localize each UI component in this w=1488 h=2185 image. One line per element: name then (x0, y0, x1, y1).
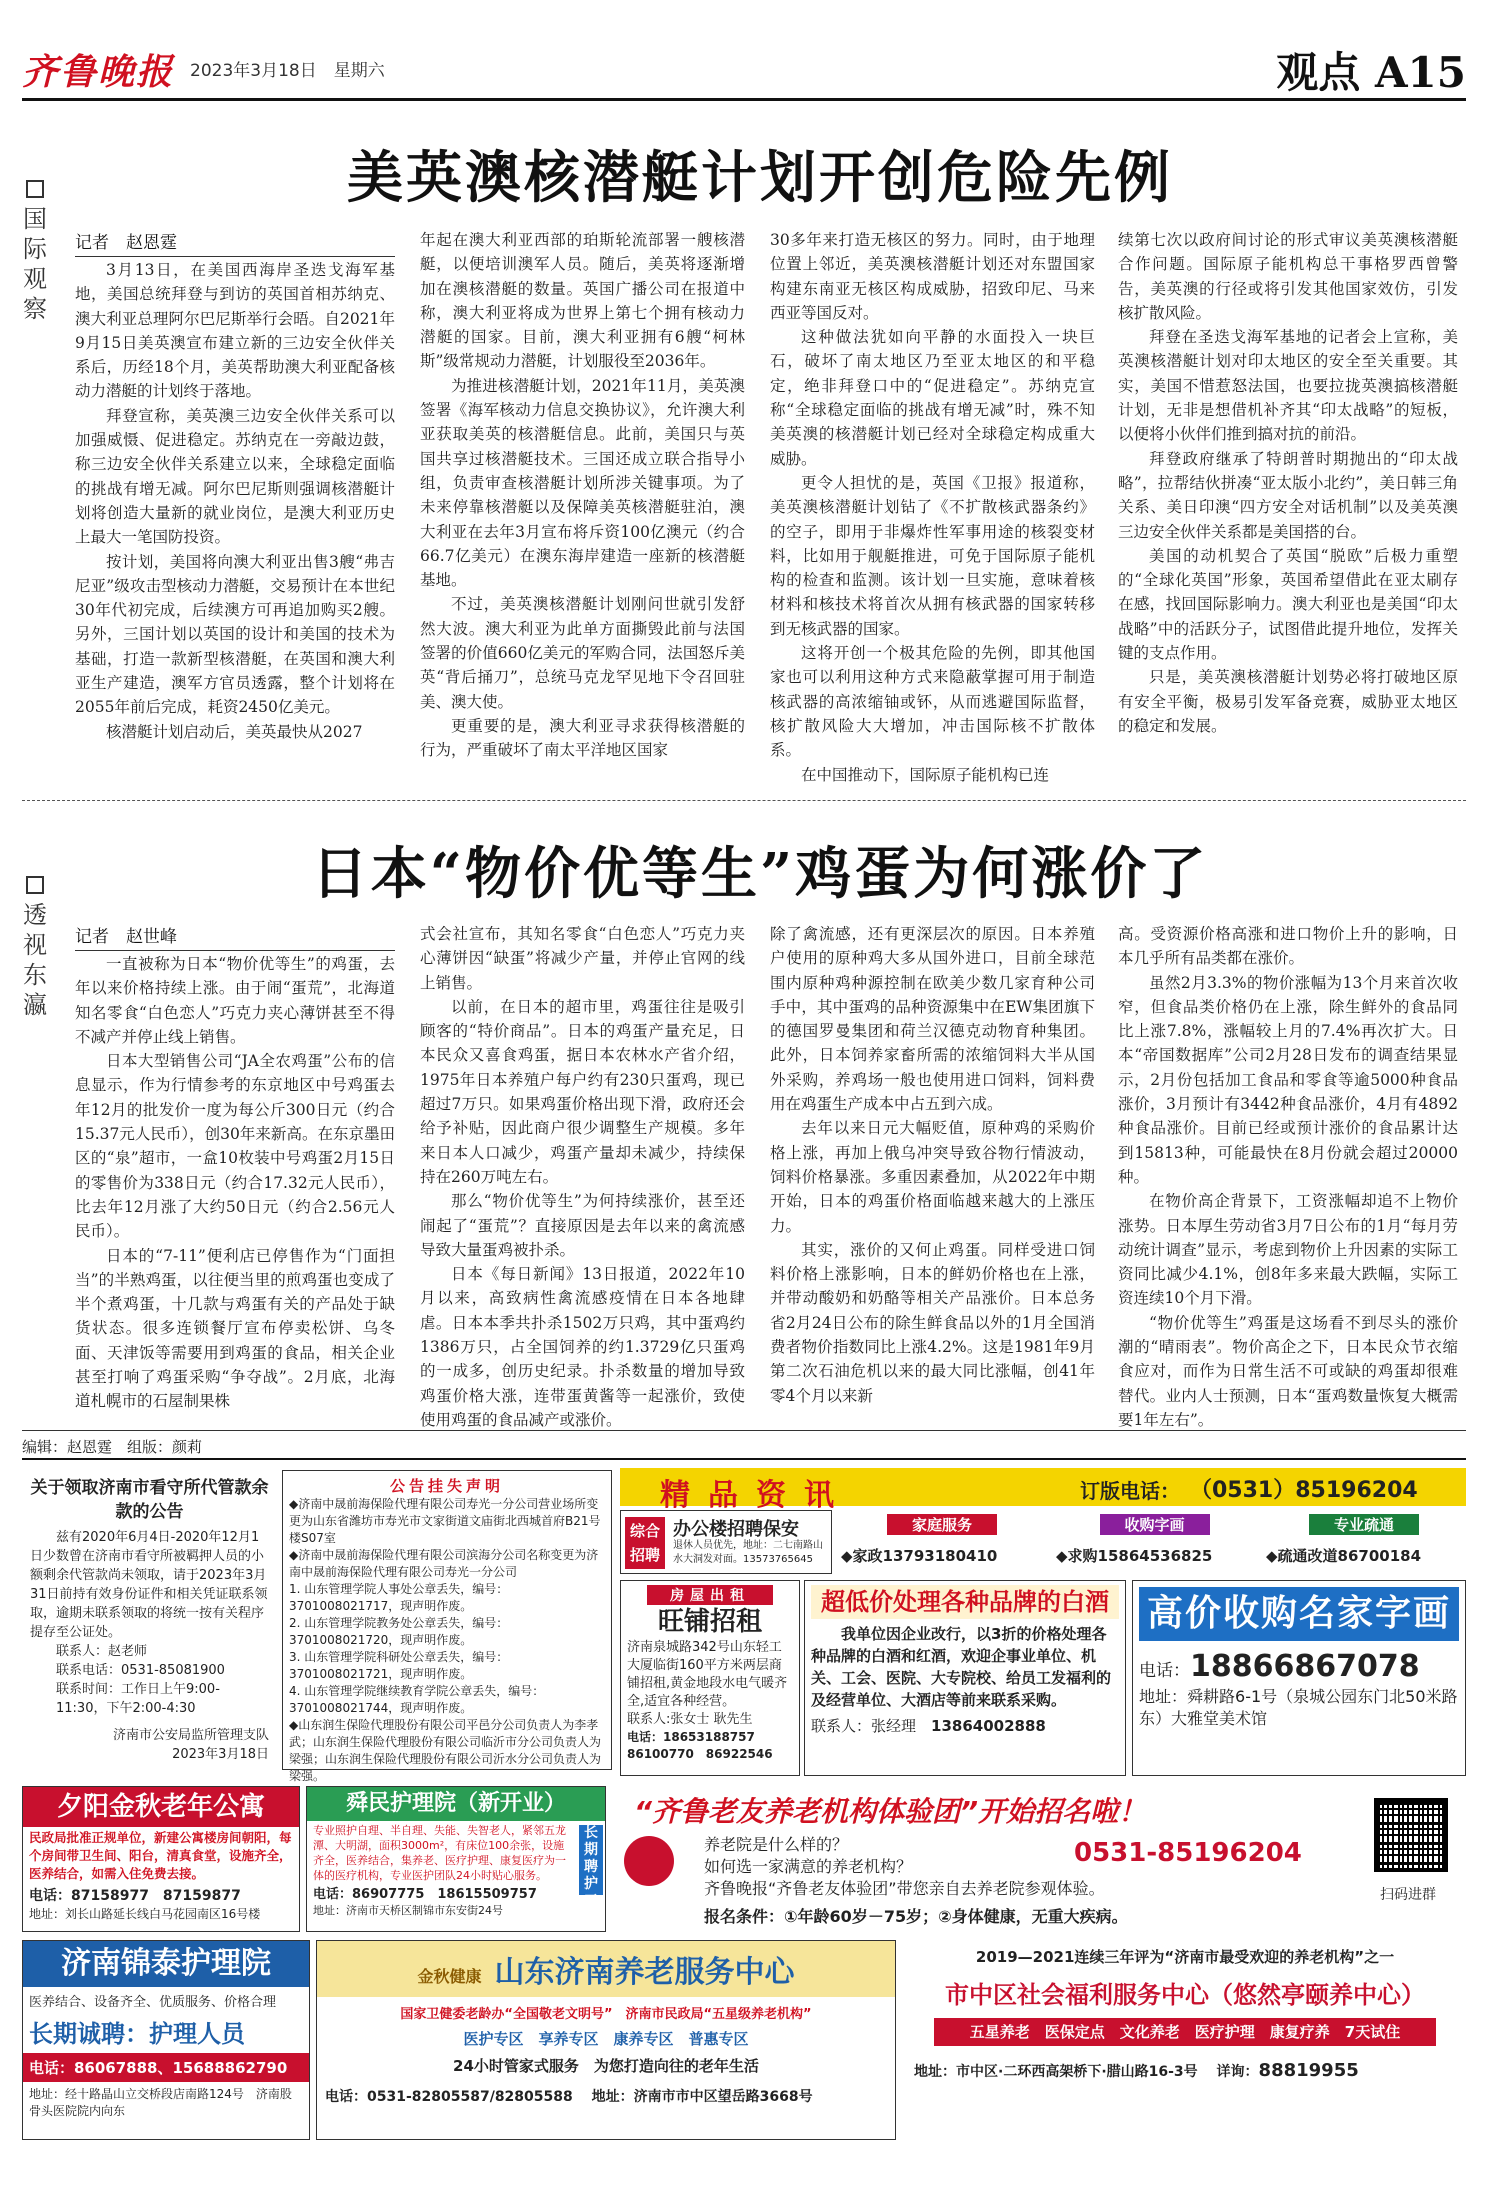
fangwu-ad (620, 1580, 800, 1776)
yanglao-title: 山东济南养老服务中心 (494, 1955, 795, 1990)
notice-title: 关于领取济南市看守所代管款余款的公告 (30, 1478, 269, 1522)
shougou-ad (1052, 1510, 1257, 1574)
baijiu-title: 超低价处理各种品牌的白酒 (811, 1585, 1119, 1619)
paragraph: 核潜艇计划启动后，美英最快从2027 (106, 722, 363, 741)
paragraph: 拜登宣称，美英澳三边安全伙伴关系可以加强威慑、促进稳定。苏纳克在一旁敲边鼓，称三边安全伙伴关系建立以来，全球稳定面临的挑战有增无减。阿尔巴尼斯则强调核潜艇计划将创造大量新的就业岗位，是澳大利亚历史上最大一笔国防投资。 (75, 406, 395, 547)
paragraph: 去年以来日元大幅贬值，原种鸡的采购价格上涨，再加上俄乌冲突导致谷物行情波动，饲料价格暴涨。多重因素叠加，从2022年中期开始，日本的鸡蛋价格面临越来越大的上涨压力。 (770, 1119, 1095, 1235)
paragraph: 美国的动机契合了英国“脱欧”后极力重塑的“全球化英国”形象，英国希望借此在亚太刷存在感，找回国际影响力。澳大利亚也是美国“印太战略”中的活跃分子，试图借此提升地位，发挥关键的支点作用。 (1118, 546, 1458, 663)
jingpin-phone-label: 订版电话： (1080, 1479, 1180, 1503)
jingpin-banner (620, 1468, 1466, 1513)
gongshi-list (289, 1496, 605, 1785)
gongshi-item: 2. 山东管理学院教务处公章丢失，编号：3701008021720，现声明作废。 (289, 1616, 509, 1647)
paragraph: 其实，涨价的又何止鸡蛋。同样受进口饲料价格上涨影响，日本的鲜奶价格也在上涨，并带动酸奶和奶酪等相关产品涨价。日本总务省2月24日公布的除生鲜食品以外的1月全国消费者物价指数同比上涨4.2%。这是1981年9月第二次石油危机以来的最大同比涨幅，创41年零4个月以来新 (770, 1240, 1095, 1405)
zonghe-title: 办公楼招聘保安 (673, 1519, 799, 1540)
paragraph: 更令人担忧的是，英国《卫报》报道称，美英澳核潜艇计划钻了《不扩散核武器条约》的空子，即用于非爆炸性军事用途的核裂变材料，比如用于舰艇推进，可免于国际原子能机构的检查和监测。该计划一旦实施，意味着核材料和核技术将首次从拥有核武器的国家转移到无核武器的国家。 (770, 473, 1095, 638)
megaphone-icon (624, 1836, 674, 1886)
gongshi-item: ◆济南中晟前海保险代理有限公司滨海分公司名称变更为济南中晟前海保险代理有限公司寿光一分公司 (289, 1548, 599, 1579)
paragraph: 高。受资源价格高涨和进口物价上升的影响，日本几乎所有品类都在涨价。 (1118, 925, 1458, 968)
zihua-title: 高价收购名家字画 (1139, 1587, 1459, 1641)
yanglao-awards: 国家卫健委老龄办“全国敬老文明号” 济南市民政局“五星级养老机构” (400, 2007, 812, 2022)
tiyan-cond: 报名条件：①年龄60岁－75岁；②身体健康，无重大疾病。 (704, 1907, 1128, 1926)
zihua-addr: 舜耕路6-1号（泉城公园东门北50米路东）大雅堂美术馆 (1139, 1687, 1458, 1728)
gongshi-item: ◆山东润生保险代理股份有限公司平邑分公司负责人为李孝武；山东润生保险代理股份有限公司临沂市分公司负责人为梁强；山东润生保险代理股份有限公司沂水分公司负责人为梁强。 (289, 1718, 602, 1783)
paragraph: 不过，美英澳核潜艇计划刚问世就引发舒然大波。澳大利亚为此单方面撕毁此前与法国签署的价值660亿美元的军购合同，法国怒斥美英“背后捅刀”，总统马克龙罕见地下令召回驻美、澳大使。 (420, 595, 745, 711)
paragraph: 以前，在日本的超市里，鸡蛋往往是吸引顾客的“特价商品”。日本的鸡蛋产量充足，日本民众又喜食鸡蛋，据日本农林水产省介绍，1975年日本养殖户每户约有230只蛋鸡，现已超过7万只。如果鸡蛋价格出现下滑，政府还会给予补贴，因此商户很少调整生产规模。多年来日本人口减少，鸡蛋产量却未减少，持续保持在260万吨左右。 (420, 997, 745, 1186)
fuli-ad (904, 1940, 1466, 2140)
gongshi-ad (282, 1470, 612, 1783)
jingpin-title: 精品资讯 (660, 1478, 852, 1513)
zonghe-ad (620, 1510, 832, 1574)
zihua-phone: 18866867078 (1190, 1649, 1420, 1684)
paragraph: 日本大型销售公司“JA全农鸡蛋”公布的信息显示，作为行情参考的东京地区中号鸡蛋去年12月的批发价一度为每公斤300日元（约合15.37元人民币），创30年来新高。在东京墨田区的“泉”超市，一盒10枚装中号鸡蛋2月15日的零售价为338日元（约合17.32元人民币），比去年12月涨了大约50日元（约合2.56元人民币）。 (75, 1052, 395, 1241)
tag-square-icon (26, 180, 44, 198)
fuli-title: 市中区社会福利服务中心（悠然亭颐养中心） (945, 1981, 1425, 2009)
paragraph: 拜登政府继承了特朗普时期抛出的“印太战略”，拉帮结伙拼凑“亚太版小北约”，美日韩三角关系、美日印澳“四方安全对话机制”以及美英澳三边安全伙伴关系都是美国搭的台。 (1118, 449, 1458, 541)
gongshi-title: 公告挂失声明 (389, 1477, 504, 1495)
article1-col3 (770, 228, 1095, 784)
paragraph: 更重要的是，澳大利亚寻求获得核潜艇的行为，严重破坏了南太平洋地区国家 (420, 716, 745, 760)
article1-column-tag: 国际观察 (22, 180, 48, 324)
notice-hours: 联系时间：工作日上午9:00-11:30，下午2:00-4:30 (56, 1682, 220, 1716)
article2-col2 (420, 922, 745, 1429)
yanglao-units: 医护专区 享养专区 康养专区 普惠专区 (463, 2030, 749, 2048)
notice-org: 济南市公安局监所管理支队 (112, 1728, 269, 1743)
paragraph: 日本《每日新闻》13日报道，2022年10月以来，高致病性禽流感疫情在日本各地肆虐。日本本季共扑杀1502万只鸡，其中蛋鸡约1386万只，占全国饲养的约1.3729亿只蛋鸡的一成多，创历史纪录。扑杀数量的增加导致鸡蛋价格大涨，连带蛋黄酱等一起涨价，致使使用鸡蛋的食品减产或涨价。 (420, 1265, 745, 1429)
article1-col2 (420, 228, 745, 778)
article1-col4 (1118, 228, 1458, 778)
fuli-features: 五星养老 医保定点 文化养老 医疗护理 康复疗养 7天试住 (934, 2018, 1436, 2046)
article2-headline: 日本“物价优等生”鸡蛋为何涨价了 (311, 841, 1209, 907)
yanglao-phones: 电话：0531-82805587/82805588 (325, 2089, 573, 2105)
zonghe-tag: 综合招聘 (625, 1517, 665, 1569)
jintai-ad (22, 1940, 310, 2140)
yanglao-ad (316, 1940, 896, 2140)
yanglao-addr: 地址：济南市市中区望岳路3668号 (591, 2089, 813, 2105)
paragraph: 拜登在圣迭戈海军基地的记者会上宣称，美英澳核潜艇计划对印太地区的安全至关重要。其实，美国不惜惹怒法国，也要拉拢英澳搞核潜艇计划，无非是想借机补齐其“印太战略”的短板，以便将小伙伴们推到搞对抗的前沿。 (1118, 328, 1458, 444)
editor-rule (22, 1430, 1466, 1431)
tiyan-q1: 养老院是什么样的？ (704, 1835, 849, 1854)
notice-date: 2023年3月18日 (172, 1747, 269, 1762)
shunmin-phones: 电话：86907775 18615509757 (313, 1887, 537, 1902)
tiyan-q2: 如何选一家满意的养老机构？ (704, 1857, 913, 1876)
article2-col4 (1118, 922, 1458, 1429)
baijiu-contact: 联系人：张经理 (811, 1717, 917, 1735)
zhuanye-tag: 专业疏通 (1309, 1514, 1419, 1535)
jintai-addr: 地址：经十路晶山立交桥段店南路124号 济南股骨头医院院内向东 (29, 2087, 292, 2118)
zihua-phone-label: 电话： (1139, 1661, 1190, 1681)
notice-phone: 联系电话：0531-85081900 (56, 1663, 225, 1678)
tiyan-title: “齐鲁老友养老机构体验团”开始招名啦！ (634, 1795, 1147, 1828)
notice-body: 兹有2020年6月4日-2020年12月1日少数曾在济南市看守所被羁押人员的小额剩余代管款尚未领取，请于2023年3月31日前持有效身份证件和相关凭证联系领取，逾期未联系领取的将统一按有关程序提存至公证处。 (30, 1530, 268, 1640)
paragraph: 式会社宣布，其知名零食“白色恋人”巧克力夹心薄饼因“缺蛋”将减少产量，并停止官网的线上销售。 (420, 925, 745, 992)
jintai-phones: 电话：86067888、15688862790 (23, 2053, 309, 2082)
jintai-services: 医养结合、设备齐全、优质服务、价格合理 (29, 1995, 277, 2010)
gongshi-item: 1. 山东管理学院人事处公章丢失，编号：3701008021717，现声明作废。 (289, 1582, 509, 1613)
xiyang-phones: 电话：87158977 87159877 (29, 1888, 241, 1904)
article2-col1 (75, 952, 395, 1422)
section-label: 观点 A15 (1276, 48, 1466, 97)
xiyang-ad (22, 1786, 300, 1932)
shunmin-side: 长期聘护工 (579, 1825, 603, 1895)
tiyan-phone: 0531-85196204 (1074, 1838, 1302, 1868)
zihua-ad (1132, 1580, 1466, 1776)
newspaper-logo: 齐鲁晚报 (22, 51, 175, 93)
paragraph: 续第七次以政府间讨论的形式审议美英澳核潜艇合作问题。国际原子能机构总干事格罗西曾警告，美英澳的行径或将引发其他国家效仿，引发核扩散风险。 (1118, 231, 1458, 322)
jintai-hire: 长期诚聘：护理人员 (29, 2020, 245, 2048)
paragraph: 只是，美英澳核潜艇计划势必将打破地区原有安全平衡，极易引发军备竞赛，威胁亚太地区的稳定和发展。 (1118, 668, 1458, 735)
qr-code-icon (1374, 1798, 1448, 1872)
paragraph: 一直被称为日本“物价优等生”的鸡蛋，去年以来价格持续上涨。由于闹“蛋荒”，北海道知名零食“白色恋人”巧克力夹心薄饼甚至不得不减产并停止线上销售。 (75, 955, 395, 1046)
article2-column-tag: 透视东瀛 (22, 876, 48, 1020)
paragraph: 在物价高企背景下，工资涨幅却追不上物价涨势。日本厚生劳动省3月7日公布的1月“每月劳动统计调查”显示，考虑到物价上升因素的实际工资同比减少4.1%，创8年多来最大跌幅，实际工资连续10个月下滑。 (1118, 1192, 1458, 1308)
masthead (22, 40, 1466, 96)
fuli-addr: 地址：市中区·二环西高架桥下·腊山路16-3号 (914, 2064, 1198, 2080)
fangwu-tag: 房屋出租 (647, 1585, 773, 1605)
yanglao-brand: 金秋健康 (417, 1967, 482, 1986)
notice-contact: 联系人：赵老师 (56, 1644, 148, 1659)
article2-col3 (770, 922, 1095, 1422)
paragraph: 年起在澳大利亚西部的珀斯轮流部署一艘核潜艇，以便培训澳军人员。随后，美英将逐渐增加在澳核潜艇的数量。英国广播公司在报道中称，澳大利亚将成为世界上第七个拥有核动力潜艇的国家。目前，澳大利亚拥有6艘“柯林斯”级常规动力潜艇，计划服役至2036年。 (420, 231, 745, 371)
article1-col1 (75, 258, 395, 778)
article1-byline: 记者 赵恩霆 (75, 228, 395, 257)
zhuanye-ad (1262, 1510, 1466, 1574)
gongshi-item: 3. 山东管理学院科研处公章丢失，编号：3701008021721，现声明作废。 (289, 1650, 509, 1681)
fangwu-contact: 联系人:张女士 耿先生 (627, 1712, 753, 1727)
section-divider (22, 800, 1466, 801)
fangwu-title: 旺铺招租 (657, 1607, 762, 1637)
ad-zone (22, 1458, 1466, 2148)
yanglao-motto: 24小时管家式服务 为您打造向往的老年生活 (453, 2057, 759, 2075)
tiyan-qr-label: 扫码进群 (1380, 1887, 1436, 1903)
shunmin-body: 专业照护自理、半自理、失能、失智老人，紧邻五龙潭、大明湖，面积3000m²，有床位100余张，设施齐全，医养结合，集养老、医疗护理、康复医疗为一体的医疗机构，专业医护团队24小时贴心服务。 (313, 1824, 566, 1882)
zonghe-detail: 退休人员优先，地址：二七南路山水大洞发对面。13573765645 (673, 1540, 823, 1565)
gongshi-item: 4. 山东管理学院继续教育学院公章丢失，编号：3701008021744，现声明作废。 (289, 1684, 545, 1715)
shunmin-title: 舜民护理院（新开业） (307, 1787, 605, 1821)
paragraph: 这将开创一个极其危险的先例，即其他国家也可以利用这种方式来隐蔽掌握可用于制造核武器的高浓缩铀或钚，从而逃避国际监督，核扩散风险大大增加，冲击国际核不扩散体系。 (770, 644, 1095, 760)
baijiu-body: 我单位因企业改行，以3折的价格处理各种品牌的白酒和红酒，欢迎企事业单位、机关、工会、医院、大专院校、给员工发福利的及经营单位、大酒店等前来联系采购。 (811, 1625, 1112, 1709)
fuli-award: 2019—2021连续三年评为“济南市最受欢迎的养老机构”之一 (975, 1948, 1395, 1966)
jiating-item: ◆家政13793180410 (841, 1547, 998, 1565)
paragraph: 30多年来打造无核区的努力。同时，由于地理位置上邻近，美英澳核潜艇计划还对东盟国家构建东南亚无核区构成威胁，招致印尼、马来西亚等国反对。 (770, 231, 1095, 322)
jingpin-phone: （0531）85196204 (1190, 1478, 1418, 1503)
paragraph: 在中国推动下，国际原子能机构已连 (801, 765, 1050, 784)
xiyang-body: 民政局批准正规单位，新建公寓楼房间朝阳，每个房间带卫生间、阳台，清真食堂，设施齐全，医养结合，如需入住免费去接。 (29, 1830, 292, 1881)
paragraph: 这种做法犹如向平静的水面投入一块巨石，破坏了南太地区乃至亚太地区的和平稳定，绝非拜登口中的“促进稳定”。苏纳克宣称“全球稳定面临的挑战有增无减”时，殊不知美英澳的核潜艇计划已经对全球稳定构成重大威胁。 (770, 328, 1095, 468)
notice-ad (22, 1470, 277, 1770)
paragraph: “物价优等生”鸡蛋是这场看不到尽头的涨价潮的“晴雨表”。物价高企之下，日本民众节衣缩食应对，而作为日常生活不可或缺的鸡蛋却很难替代。业内人士预测，日本“蛋鸡数量恢复大概需要1年左右”。 (1118, 1313, 1458, 1429)
tag-square-icon (26, 876, 44, 894)
paragraph: 日本的“7-11”便利店已停售作为“门面担当”的半熟鸡蛋，以往便当里的煎鸡蛋也变成了半个煮鸡蛋，十几款与鸡蛋有关的产品处于缺货状态。很多连锁餐厅宣布停卖松饼、乌冬面、天津饭等需要用到鸡蛋的食品，相关企业甚至打响了鸡蛋采购“争夺战”。2月底，北海道札幌市的石屋制果株 (75, 1246, 395, 1411)
shougou-tag: 收购字画 (1100, 1514, 1210, 1535)
paragraph: 3月13日，在美国西海岸圣迭戈海军基地，美国总统拜登与到访的英国首相苏纳克、澳大利亚总理阿尔巴尼斯举行会晤。自2021年9月15日美英澳宣布建立新的三边安全伙伴关系后，历经18个月，美英帮助澳大利亚配备核动力潜艇的计划终于落地。 (75, 261, 395, 401)
issue-date: 2023年3月18日 星期六 (190, 61, 385, 81)
header-rule (22, 98, 1466, 101)
baijiu-phone: 13864002888 (931, 1717, 1046, 1735)
paragraph: 按计划，美国将向澳大利亚出售3艘“弗吉尼亚”级攻击型核动力潜艇，交易预计在本世纪30年代初完成，后续澳方可再追加购买2艘。另外，三国计划以英国的设计和美国的技术为基础，打造一款新型核潜艇，在英国和澳大利亚生产建造，澳军方官员透露，整个计划将在2055年前后完成，耗资2450亿美元。 (75, 552, 395, 717)
paragraph: 除了禽流感，还有更深层次的原因。日本养殖户使用的原种鸡大多从国外进口，目前全球范围内原种鸡种源控制在欧美少数几家育种公司手中，其中蛋鸡的品种资源集中在EW集团旗下的德国罗曼集团和荷兰汉德克动物育种集团。此外，日本饲养家畜所需的浓缩饲料大半从国外采购，养鸡场一般也使用进口饲料，饲料费用在鸡蛋生产成本中占五到六成。 (770, 925, 1095, 1114)
article2-byline: 记者 赵世峰 (75, 922, 395, 951)
shougou-item: ◆求购15864536825 (1056, 1547, 1213, 1565)
baijiu-ad (804, 1580, 1126, 1776)
fangwu-phones: 电话：18653188757 86100770 86922546 (627, 1730, 773, 1761)
editor-credit: 编辑：赵恩霆 组版：颜莉 (22, 1438, 203, 1456)
xiyang-title: 夕阳金秋老年公寓 (23, 1787, 299, 1827)
fuli-tel: 88819955 (1258, 2060, 1359, 2081)
gongshi-item: ◆济南中晟前海保险代理有限公司寿光一分公司营业场所变更为山东省潍坊市寿光市文家街道文庙街北西城首府B21号楼S07室 (289, 1497, 601, 1545)
article1-headline: 美英澳核潜艇计划开创危险先例 (347, 145, 1173, 211)
paragraph: 虽然2月3.3%的物价涨幅为13个月来首次收窄，但食品类价格仍在上涨，除生鲜外的食品同比上涨7.8%，涨幅较上月的7.4%再次扩大。日本“帝国数据库”公司2月28日发布的调查结果显示，2月份包括加工食品和零食等逾5000种食品涨价，3月预计有3442种食品涨价，4月有4892种食品涨价。目前已经或预计涨价的食品累计达到15813种，可能最快在8月份就会超过20000种。 (1118, 973, 1458, 1186)
jiating-tag: 家庭服务 (887, 1514, 997, 1535)
shunmin-ad (306, 1786, 606, 1932)
xiyang-addr: 地址：刘长山路延长线白马花园南区16号楼 (29, 1907, 261, 1921)
jiating-ad (837, 1510, 1047, 1574)
tiyan-ad (614, 1786, 1466, 1932)
tiyan-q3: 齐鲁晚报“齐鲁老友体验团”带您亲自去养老院参观体验。 (704, 1879, 1105, 1898)
jintai-title: 济南锦泰护理院 (23, 1941, 309, 1987)
paragraph: 那么“物价优等生”为何持续涨价，甚至还闹起了“蛋荒”？直接原因是去年以来的禽流感导致大量蛋鸡被扑杀。 (420, 1192, 745, 1259)
shunmin-addr: 地址：济南市天桥区制锦市东安街24号 (313, 1904, 503, 1917)
paragraph: 为推进核潜艇计划，2021年11月，美英澳签署《海军核动力信息交换协议》，允许澳大利亚获取美英的核潜艇信息。此前，美国只与英国共享过核潜艇技术。三国还成立联合指导小组，负责审查核潜艇计划所涉关键事项。为了未来停靠核潜艇以及保障美英核潜艇驻泊，澳大利亚在去年3月宣布将斥资100亿澳元（约合66.7亿美元）在澳东海岸建造一座新的核潜艇基地。 (420, 376, 745, 590)
zhuanye-item: ◆疏通改道86700184 (1266, 1547, 1422, 1565)
fangwu-body: 济南泉城路342号山东轻工大厦临街160平方米两层商铺招租,黄金地段水电气暖齐全,适宜各种经营。 (627, 1640, 788, 1709)
fuli-tel-label: 详询： (1216, 2064, 1259, 2080)
zihua-addr-label: 地址： (1139, 1687, 1188, 1706)
